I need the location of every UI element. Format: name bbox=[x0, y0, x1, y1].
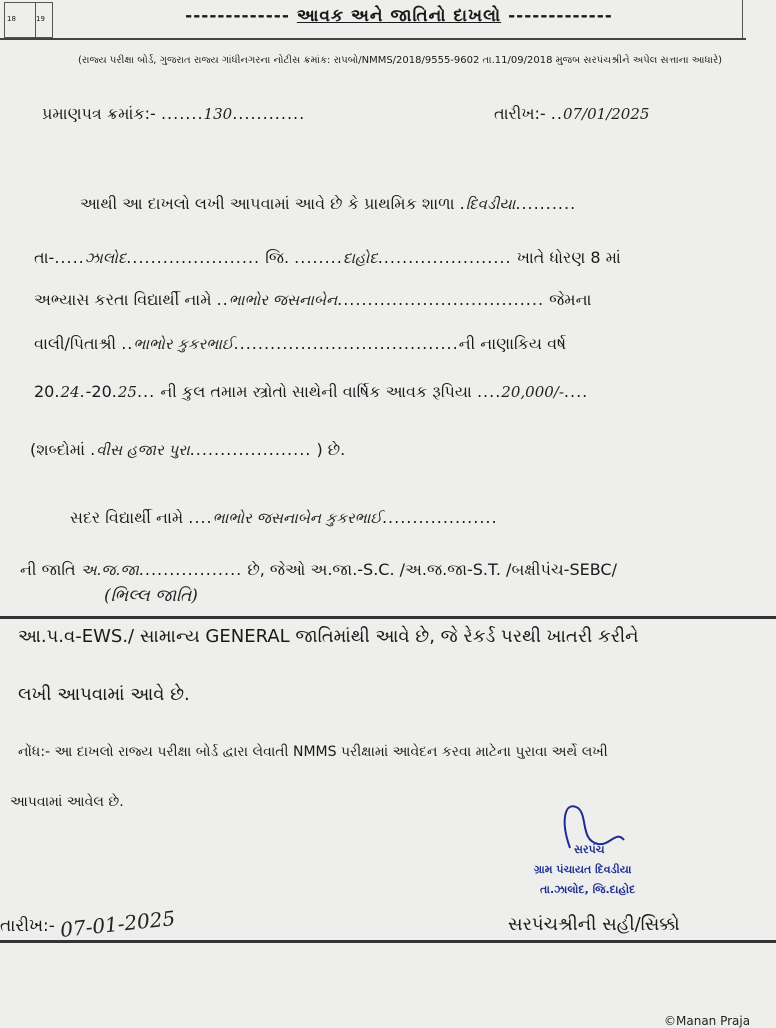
title-text: આવક અને જાતિનો દાખલો bbox=[296, 6, 502, 26]
header-rule bbox=[0, 38, 746, 40]
words-line: (શબ્દોમાં .વીસ હજાર પુરા.................... ) છે. bbox=[30, 440, 346, 459]
certificate-date-value: 07/01/2025 bbox=[562, 105, 650, 123]
words-label: (શબ્દોમાં bbox=[30, 440, 85, 459]
footer-date-label: તારીખ:- bbox=[0, 916, 55, 936]
jemna-text: જેમના bbox=[549, 290, 592, 309]
words-end: ) છે. bbox=[316, 440, 346, 459]
closing-text: લખી આપવામાં આવે છે. bbox=[18, 684, 190, 705]
certificate-number-value: 130 bbox=[203, 105, 233, 123]
caste-sub: (ભિલ્લ જાતિ) bbox=[104, 586, 198, 606]
bottom-rule bbox=[0, 940, 776, 943]
year-prefix-2: -20 bbox=[85, 382, 112, 401]
seal-line-1: સરપંચ bbox=[574, 843, 605, 856]
caste-line: ની જાતિ અ.જ.જા................. છે, જેઓ અ.જા.-S.C. /અ.જ.જા-S.T. /બક્ષીપંચ-SEBC/ bbox=[20, 560, 617, 579]
guardian-name: ભાભોર કુકરભાઈ bbox=[133, 335, 234, 353]
student-line: અભ્યાસ કરતા વિદ્યાર્થી નામે ..ભાભોર જસનાબેન.................................. જેમના bbox=[34, 290, 592, 309]
guardian-label: વાલી/પિતાશ્રી bbox=[34, 334, 117, 353]
income-line: 20.24.-20.25... ની કુલ તમામ સ્ત્રોતો સાથેની વાર્ષિક આવક રૂપિયા ....20,000/-.... bbox=[34, 382, 589, 401]
student-name-2: ભાભોર જસનાબેન કુકરભાઈ bbox=[212, 509, 382, 527]
student-name: ભાભોર જસનાબેન bbox=[228, 291, 338, 309]
district-label: જિ. bbox=[265, 248, 290, 267]
certificate-date-label: તારીખ:- bbox=[494, 104, 546, 123]
note-line-2: આપવામાં આવેલ છે. bbox=[10, 794, 124, 810]
district-value: દાહોદ bbox=[342, 249, 378, 267]
document-title: ------------- આવક અને જાતિનો દાખલો ------------- bbox=[185, 6, 613, 26]
sarpanch-seal bbox=[520, 800, 670, 905]
note-line-1: નોંધ:- આ દાખલો રાજ્ય પરીક્ષા બોર્ડ દ્વારા લેવાતી NMMS પરીક્ષામાં આવેદન કરવા માટેના પુરાવા અર્થે લખી bbox=[18, 744, 608, 760]
signature-label: સરપંચશ્રીની સહી/સિક્કો bbox=[508, 914, 680, 935]
standard-text: ખાતે ધોરણ 8 માં bbox=[516, 248, 621, 267]
words-value: વીસ હજાર પુરા bbox=[96, 441, 190, 459]
guardian-line: વાલી/પિતાશ્રી ..ભાભોર કુકરભાઈ.....................................ની નાણાકિય વર્ષ bbox=[34, 334, 567, 353]
taluka-label: તા- bbox=[34, 248, 55, 267]
divider-line bbox=[0, 616, 776, 619]
certificate-date-row: તારીખ:- ..07/01/2025 bbox=[494, 104, 650, 123]
watermark-credit: ©Manan Praja bbox=[664, 1014, 751, 1028]
year-fill-2: 25 bbox=[117, 383, 137, 401]
intro-text: આથી આ દાખલો લખી આપવામાં આવે છે કે પ્રાથમિક શાળા bbox=[80, 194, 455, 213]
certificate-number-label: પ્રમાણપત્ર ક્રમાંક:- bbox=[42, 104, 156, 123]
taluka-value: ઝાલોદ bbox=[84, 249, 127, 267]
footer-date bbox=[0, 906, 177, 942]
seal-line-2: ગ્રામ પંચાયત દિવડીયા bbox=[534, 863, 632, 876]
school-line: આથી આ દાખલો લખી આપવામાં આવે છે કે પ્રાથમિક શાળા .દિવડીયા.......... bbox=[80, 194, 577, 213]
student-line-2: સદર વિદ્યાર્થી નામે ....ભાભોર જસનાબેન કુકરભાઈ................... bbox=[70, 508, 498, 527]
student-intro: અભ્યાસ કરતા વિદ્યાર્થી નામે bbox=[34, 290, 212, 309]
year-prefix-1: 20 bbox=[34, 382, 55, 401]
certificate-number-row: પ્રમાણપત્ર ક્રમાંક:- .......130............ bbox=[42, 104, 306, 123]
corner-box-left bbox=[4, 2, 36, 38]
income-value: 20,000/- bbox=[501, 383, 564, 401]
seal-text bbox=[534, 840, 635, 900]
caste-options-1: છે, જેઓ અ.જા.-S.C. /અ.જ.જા-S.T. /બક્ષીપંચ-SEBC/ bbox=[247, 560, 617, 579]
caste-options-line-2: આ.પ.વ-EWS./ સામાન્ય GENERAL જાતિમાંથી આવે છે, જે રેકર્ડ પરથી ખાતરી કરીને bbox=[18, 626, 639, 647]
financial-year-label: ની નાણાકિય વર્ષ bbox=[458, 334, 567, 353]
corner-number-2: 19 bbox=[36, 15, 45, 23]
year-fill-1: 24 bbox=[60, 383, 80, 401]
caste-label: ની જાતિ bbox=[20, 560, 76, 579]
income-text: ની કુલ તમામ સ્ત્રોતો સાથેની વાર્ષિક આવક રૂપિયા bbox=[160, 382, 472, 401]
seal-line-3: તા.ઝાલોદ, જિ.દાહોદ bbox=[540, 883, 636, 896]
caste-value: અ.જ.જા bbox=[80, 561, 139, 579]
student-intro-2: સદર વિદ્યાર્થી નામે bbox=[70, 508, 184, 527]
notice-text: (રાજ્ય પરીક્ષા બોર્ડ, ગુજરાત રાજ્ય ગાંધીનગરના નોટીસ ક્રમાંક: રાપબો/NMMS/2018/9555-9602 તા.11/09/2018 મુજબ સરપંચશ્રીને અપેલ સત્તાના આધારે) bbox=[77, 55, 723, 66]
corner-box-right bbox=[34, 2, 53, 38]
corner-number-1: 18 bbox=[7, 15, 16, 23]
footer-date-value: 07-01-2025 bbox=[59, 906, 177, 942]
school-name: દિવડીયા bbox=[465, 195, 516, 213]
location-line: તા-.....ઝાલોદ...................... જિ. ........દાહોદ...................... ખાતે ધોરણ 8 માં bbox=[34, 248, 621, 267]
header-right-border bbox=[742, 0, 743, 40]
